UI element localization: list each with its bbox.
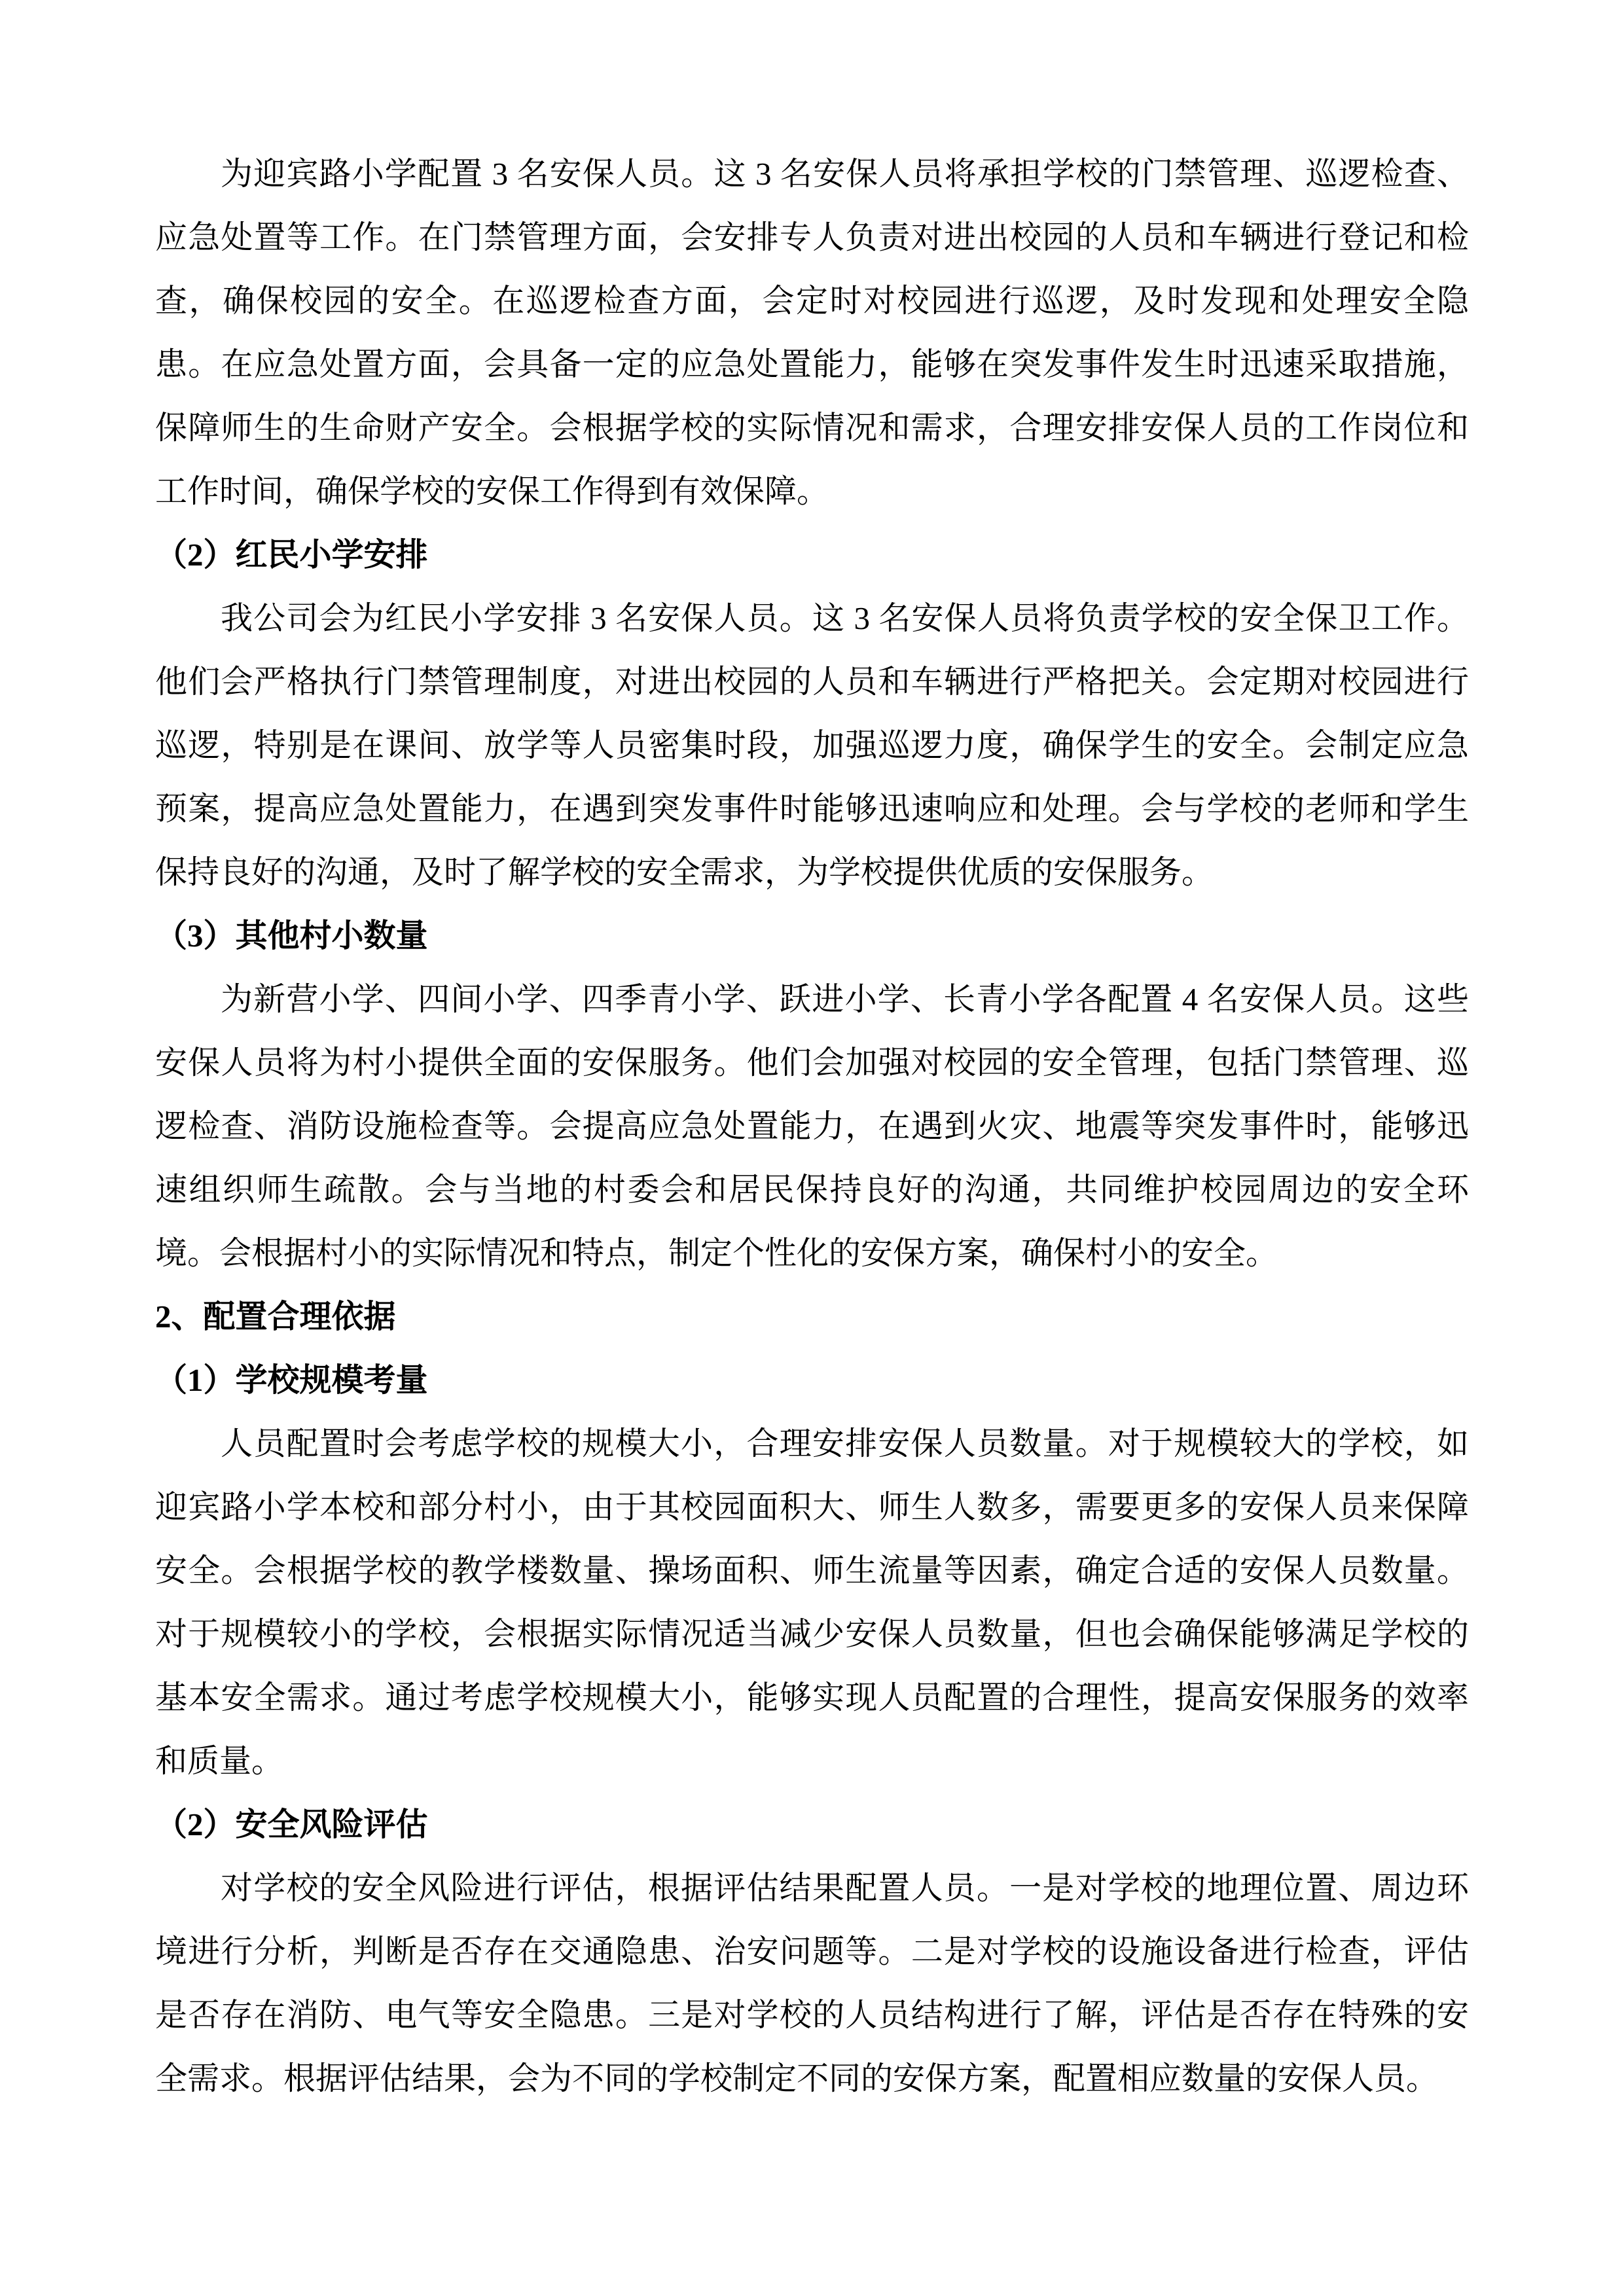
paragraph-line: 基本安全需求。通过考虑学校规模大小，能够实现人员配置的合理性，提高安保服务的效率 (155, 1679, 1469, 1715)
paragraph-line: 工作时间，确保学校的安保工作得到有效保障。 (155, 473, 829, 509)
section-heading: （1）学校规模考量 (155, 1362, 428, 1398)
paragraph-line: 查，确保校园的安全。在巡逻检查方面，会定时对校园进行巡逻，及时发现和处理安全隐 (155, 283, 1469, 319)
paragraph-line: 保障师生的生命财产安全。会根据学校的实际情况和需求，合理安排安保人员的工作岗位和 (155, 410, 1469, 446)
paragraph-line: 为迎宾路小学配置 3 名安保人员。这 3 名安保人员将承担学校的门禁管理、巡逻检查、 (221, 156, 1469, 192)
paragraph-line: 为新营小学、四间小学、四季青小学、跃进小学、长青小学各配置 4 名安保人员。这些 (221, 981, 1469, 1017)
paragraph-line: 应急处置等工作。在门禁管理方面，会安排专人负责对进出校园的人员和车辆进行登记和检 (155, 219, 1469, 255)
text-content (155, 142, 1469, 2110)
paragraph-line: 患。在应急处置方面，会具备一定的应急处置能力，能够在突发事件发生时迅速采取措施， (155, 346, 1469, 382)
paragraph-line: 保持良好的沟通，及时了解学校的安全需求，为学校提供优质的安保服务。 (155, 854, 1214, 890)
paragraph-line: 速组织师生疏散。会与当地的村委会和居民保持良好的沟通，共同维护校园周边的安全环 (155, 1172, 1469, 1208)
paragraph-line: 安全。会根据学校的教学楼数量、操场面积、师生流量等因素，确定合适的安保人员数量。 (155, 1552, 1469, 1588)
paragraph-line: 他们会严格执行门禁管理制度，对进出校园的人员和车辆进行严格把关。会定期对校园进行 (155, 664, 1469, 700)
paragraph-line: 安保人员将为村小提供全面的安保服务。他们会加强对校园的安全管理，包括门禁管理、巡 (155, 1045, 1469, 1081)
section-heading: 2、配置合理依据 (155, 1299, 396, 1335)
paragraph-line: 对学校的安全风险进行评估，根据评估结果配置人员。一是对学校的地理位置、周边环 (221, 1870, 1469, 1906)
paragraph-line: 预案，提高应急处置能力，在遇到突发事件时能够迅速响应和处理。会与学校的老师和学生 (155, 791, 1469, 827)
paragraph-line: 是否存在消防、电气等安全隐患。三是对学校的人员结构进行了解，评估是否存在特殊的安 (155, 1997, 1469, 2033)
paragraph-line: 巡逻，特别是在课间、放学等人员密集时段，加强巡逻力度，确保学生的安全。会制定应急 (155, 727, 1469, 763)
section-heading: （2）安全风险评估 (155, 1806, 428, 1842)
paragraph-line: 境进行分析，判断是否存在交通隐患、治安问题等。二是对学校的设施设备进行检查，评估 (155, 1933, 1469, 1969)
paragraph-line: 我公司会为红民小学安排 3 名安保人员。这 3 名安保人员将负责学校的安全保卫工作。 (221, 600, 1469, 636)
paragraph-line: 全需求。根据评估结果，会为不同的学校制定不同的安保方案，配置相应数量的安保人员。 (155, 2060, 1439, 2096)
section-heading: （3）其他村小数量 (155, 918, 428, 954)
paragraph-line: 境。会根据村小的实际情况和特点，制定个性化的安保方案，确保村小的安全。 (155, 1235, 1278, 1271)
paragraph-line: 人员配置时会考虑学校的规模大小，合理安排安保人员数量。对于规模较大的学校，如 (221, 1426, 1469, 1462)
paragraph-line: 迎宾路小学本校和部分村小，由于其校园面积大、师生人数多，需要更多的安保人员来保障 (155, 1489, 1469, 1525)
section-heading: （2）红民小学安排 (155, 537, 428, 573)
paragraph-line: 逻检查、消防设施检查等。会提高应急处置能力，在遇到火灾、地震等突发事件时，能够迅 (155, 1108, 1469, 1144)
paragraph-line: 和质量。 (155, 1743, 284, 1779)
paragraph-line: 对于规模较小的学校，会根据实际情况适当减少安保人员数量，但也会确保能够满足学校的 (155, 1616, 1469, 1652)
